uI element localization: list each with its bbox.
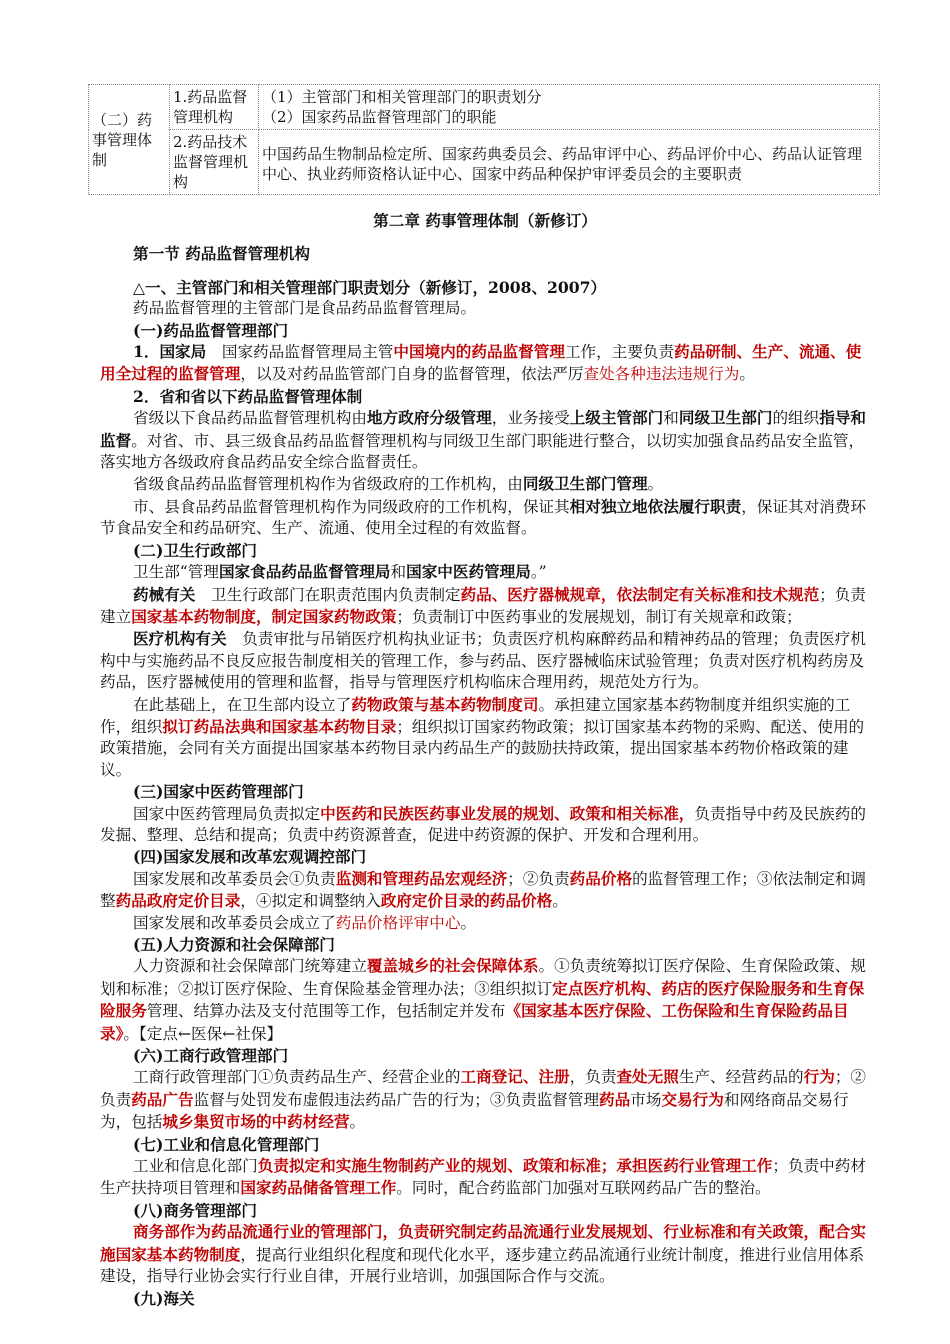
highlight: 药品价格评审中心 bbox=[335, 913, 461, 932]
emphasis: 同级卫生部门管理 bbox=[522, 474, 648, 494]
subheading: (七)工业和信息化管理部门 bbox=[133, 1134, 320, 1154]
highlight: 覆盖城乡的社会保障体系 bbox=[366, 956, 539, 976]
highlight: 查处各种违法违规行为 bbox=[583, 365, 740, 384]
text: 。对省、市、县三级食品药品监督管理机构与同级卫生部门职能进行整合，以切实加强食品药品安全监管，落实地方各级政府食品药品安全综合监督责任。 bbox=[100, 431, 865, 472]
highlight: 查处无照 bbox=[616, 1067, 679, 1087]
text: 工业和信息化部门 bbox=[133, 1157, 258, 1176]
text: ，以及对药品监管部门自身的监督管理，依法严厉 bbox=[240, 365, 584, 384]
text: ；组织拟订国家药物政策；拟订国家基本药物的采购、配送、使用的政策措施，会同有关方面提出国家基本药物目录内药品生产的鼓励扶持政策，提出国家基本药物价格政策的建议。 bbox=[100, 717, 865, 779]
paragraph bbox=[100, 407, 870, 473]
table-row bbox=[89, 85, 880, 130]
lead-text: 药械有关 bbox=[133, 584, 196, 604]
paragraph bbox=[100, 473, 870, 495]
highlight: 拟订药品法典和国家基本药物目录 bbox=[162, 716, 397, 736]
paragraph bbox=[100, 913, 870, 934]
highlight: 工商登记、注册 bbox=[460, 1067, 570, 1087]
highlight: 定点医疗机构、药店的医疗保险服务和生育保险服务 bbox=[100, 978, 865, 1021]
text: ，负责 bbox=[569, 1068, 617, 1087]
highlight: 城乡集贸市场的中药材经营 bbox=[162, 1112, 350, 1132]
paragraph bbox=[100, 868, 870, 913]
text: 。 bbox=[460, 913, 477, 932]
subheading: (一)药品监督管理部门 bbox=[133, 320, 289, 340]
highlight: 药品价格 bbox=[569, 868, 633, 888]
paragraph bbox=[100, 1155, 870, 1200]
table-line: （2）国家药品监督管理部门的职能 bbox=[262, 108, 497, 126]
text: ，提高行业组织化程度和现代化水平，逐步建立药品流通行业统计制度，推进行业信用体系建设，指导行业协会实行行业自律，开展行业培训，加强国际合作与交流。 bbox=[100, 1245, 865, 1286]
text: 的监督管理工作；③依法制定和调整 bbox=[100, 869, 866, 911]
text: ；②负责 bbox=[507, 869, 570, 888]
text: 和网络商品交易行为，包括 bbox=[100, 1090, 849, 1132]
text: 负责审批与吊销医疗机构执业证书；负责医疗机构麻醉药品和精神药品的管理；负责医疗机构中与实施药品不良反应报告制度相关的管理工作，参与药品、医疗器械临床试验管理；负责对医疗机构药房及药品，医疗器械使用的管理和监督，指导与管理医疗机构临床合理用药，规范处方行为。 bbox=[100, 630, 866, 692]
text: 市场 bbox=[630, 1090, 662, 1109]
text: 。【定点←医保←社保】 bbox=[123, 1024, 283, 1043]
highlight: 监测和管理药品宏观经济 bbox=[335, 868, 508, 888]
highlight: 药品研制、生产、流通、使用全过程的监督管理 bbox=[100, 342, 862, 384]
lead-text: 医疗机构有关 bbox=[133, 629, 227, 649]
subheading: (八)商务管理部门 bbox=[133, 1200, 257, 1220]
syllabus-table bbox=[88, 84, 880, 195]
text: 。承担建立国家基本药物制度并组织实施的工作，组织 bbox=[100, 695, 851, 736]
highlight: 药品 bbox=[599, 1089, 631, 1109]
highlight: 中国境内的药品监督管理 bbox=[393, 342, 565, 362]
emphasis: 指导和监督 bbox=[100, 408, 867, 450]
paragraph bbox=[100, 496, 870, 540]
text: 。 bbox=[739, 365, 755, 384]
text: 国家发展和改革委员会①负责 bbox=[133, 869, 336, 888]
table-cell-label: 2.药品技术监督管理机构 bbox=[170, 130, 259, 195]
text: ；负责建立 bbox=[100, 585, 866, 626]
highlight: 药物政策与基本药物制度司 bbox=[351, 694, 539, 714]
text: 。” bbox=[530, 563, 547, 582]
text: ；②负责 bbox=[100, 1068, 867, 1109]
paragraph bbox=[100, 1221, 870, 1287]
subheading: 2．省和省以下药品监督管理体制 bbox=[133, 386, 363, 406]
subheading: (三)国家中医药管理部门 bbox=[133, 782, 304, 802]
text: 国家药品监督管理局主管 bbox=[221, 343, 394, 362]
emphasis: 相对独立地依法履行职责 bbox=[569, 496, 742, 516]
text: 工商行政管理部门①负责药品生产、经营企业的 bbox=[133, 1068, 461, 1087]
text: 管理、结算办法及支付范围等工作，包括制定并发布 bbox=[146, 1002, 506, 1021]
subheading: (二)卫生行政部门 bbox=[133, 540, 257, 560]
text: 。 bbox=[647, 475, 664, 494]
emphasis: 地方政府分级管理 bbox=[366, 408, 492, 428]
text: ，保证其对消费环节食品安全和药品研究、生产、流通、使用全过程的有效监督。 bbox=[100, 497, 866, 538]
table-line: （1）主管部门和相关管理部门的职责划分 bbox=[262, 88, 542, 106]
highlight: 行为 bbox=[803, 1067, 835, 1087]
text: ；负责制订中医药事业的发展规划，制订有关规章和政策； bbox=[396, 607, 802, 626]
subheading: (五)人力资源和社会保障部门 bbox=[133, 935, 335, 954]
text: 卫生部“管理 bbox=[133, 563, 219, 582]
text: 。①负责统筹拟订医疗保险、生育保险政策、规划和标准；②拟订医疗保险、生育保险基金管理办法；③组织拟订 bbox=[100, 957, 866, 998]
text: 。 bbox=[349, 1113, 366, 1132]
highlight: 药品政府定价目录 bbox=[115, 891, 241, 911]
highlight: 国家药品储备管理工作 bbox=[240, 1178, 397, 1198]
paragraph bbox=[100, 341, 870, 386]
text: 和 bbox=[663, 409, 679, 428]
table-cell-content bbox=[259, 85, 880, 130]
highlight: 负责拟定和实施生物制药产业的规划、政策和标准；承担医药行业管理工作 bbox=[257, 1156, 773, 1176]
text: 和 bbox=[390, 563, 407, 582]
emphasis: 同级卫生部门 bbox=[678, 408, 773, 428]
paragraph bbox=[100, 955, 870, 1045]
section-title: 第一节 药品监督管理机构 bbox=[133, 244, 310, 264]
text: 。 bbox=[552, 892, 568, 911]
table-cell-content: 中国药品生物制品检定所、国家药典委员会、药品审评中心、药品评价中心、药品认证管理中心、执业药师资格认证中心、国家中药品种保护审评委员会的主要职责 bbox=[259, 130, 880, 195]
text: 。同时，配合药监部门加强对互联网药品广告的整治。 bbox=[396, 1179, 771, 1198]
text: 的组织 bbox=[772, 409, 820, 428]
text: 市、县食品药品监督管理机构作为同级政府的工作机构，保证其 bbox=[133, 497, 570, 516]
highlight: 药品广告 bbox=[131, 1089, 194, 1109]
text: 国家发展和改革委员会成立了 bbox=[133, 913, 336, 932]
heading: △一、主管部门和相关管理部门职责划分（新修订，2008、2007） bbox=[133, 277, 607, 297]
subheading: (九)海关 bbox=[133, 1288, 195, 1308]
paragraph: 药品监督管理的主管部门是食品药品监督管理局。 bbox=[133, 299, 477, 318]
table-cell-label: 1.药品监督管理机构 bbox=[170, 85, 259, 130]
paragraph bbox=[100, 803, 870, 847]
text: 生产、经营药品的 bbox=[678, 1068, 804, 1087]
highlight: 国家基本药物制度，制定国家药物政策 bbox=[131, 606, 397, 626]
text: 工作，主要负责 bbox=[564, 343, 675, 362]
text: 卫生行政部门在职责范围内负责制定 bbox=[211, 585, 461, 604]
paragraph bbox=[100, 584, 870, 629]
paragraph bbox=[100, 628, 870, 693]
highlight: 交易行为 bbox=[661, 1089, 724, 1109]
text: 省级以下食品药品监督管理机构由 bbox=[133, 409, 367, 428]
table-cell-topic: （二）药事管理体制 bbox=[89, 85, 170, 195]
text: 在此基础上，在卫生部内设立了 bbox=[133, 695, 352, 714]
highlight: 商务部作为药品流通行业的管理部门，负责研究制定药品流通行业发展规划、行业标准和有关政策，配合实施国家基本药物制度 bbox=[100, 1222, 866, 1264]
highlight: 政府定价目录的药品价格 bbox=[380, 891, 553, 911]
highlight: 《国家基本医疗保险、工伤保险和生育保险药品目录》 bbox=[100, 1001, 849, 1043]
subheading: (六)工商行政管理部门 bbox=[133, 1046, 289, 1066]
text: ；负责中药材生产扶持项目管理和 bbox=[100, 1157, 866, 1198]
paragraph bbox=[100, 1066, 870, 1133]
text: 监督与处罚发布虚假违法药品广告的行为；③负责监督管理 bbox=[193, 1090, 600, 1109]
table-row bbox=[89, 130, 880, 195]
text: 负责指导中药及民族药的发掘、整理、总结和提高；负责中药资源普查，促进中药资源的保护、开发和合理利用。 bbox=[100, 804, 866, 844]
text: ，业务接受 bbox=[491, 409, 570, 428]
text: 国家中医药管理局负责拟定 bbox=[133, 804, 321, 823]
subheading: (四)国家发展和改革宏观调控部门 bbox=[133, 847, 367, 867]
emphasis: 上级主管部门 bbox=[569, 408, 664, 428]
highlight: 中医药和民族医药事业发展的规划、政策和相关标准， bbox=[320, 803, 695, 823]
highlight: 药品、医疗器械规章，依法制定有关标准和技术规范 bbox=[460, 584, 820, 604]
chapter-title: 第二章 药事管理体制（新修订） bbox=[373, 211, 597, 230]
text: ，④拟定和调整纳入 bbox=[240, 892, 381, 911]
text: 省级食品药品监督管理机构作为省级政府的工作机构，由 bbox=[133, 475, 523, 494]
emphasis: 国家中医药管理局 bbox=[406, 562, 531, 582]
emphasis: 国家食品药品监督管理局 bbox=[218, 562, 391, 582]
lead-text: 1．国家局 bbox=[133, 342, 207, 362]
paragraph bbox=[100, 694, 870, 782]
document-body bbox=[100, 210, 870, 1309]
paragraph bbox=[100, 561, 870, 583]
text: 人力资源和社会保障部门统筹建立 bbox=[133, 957, 367, 976]
